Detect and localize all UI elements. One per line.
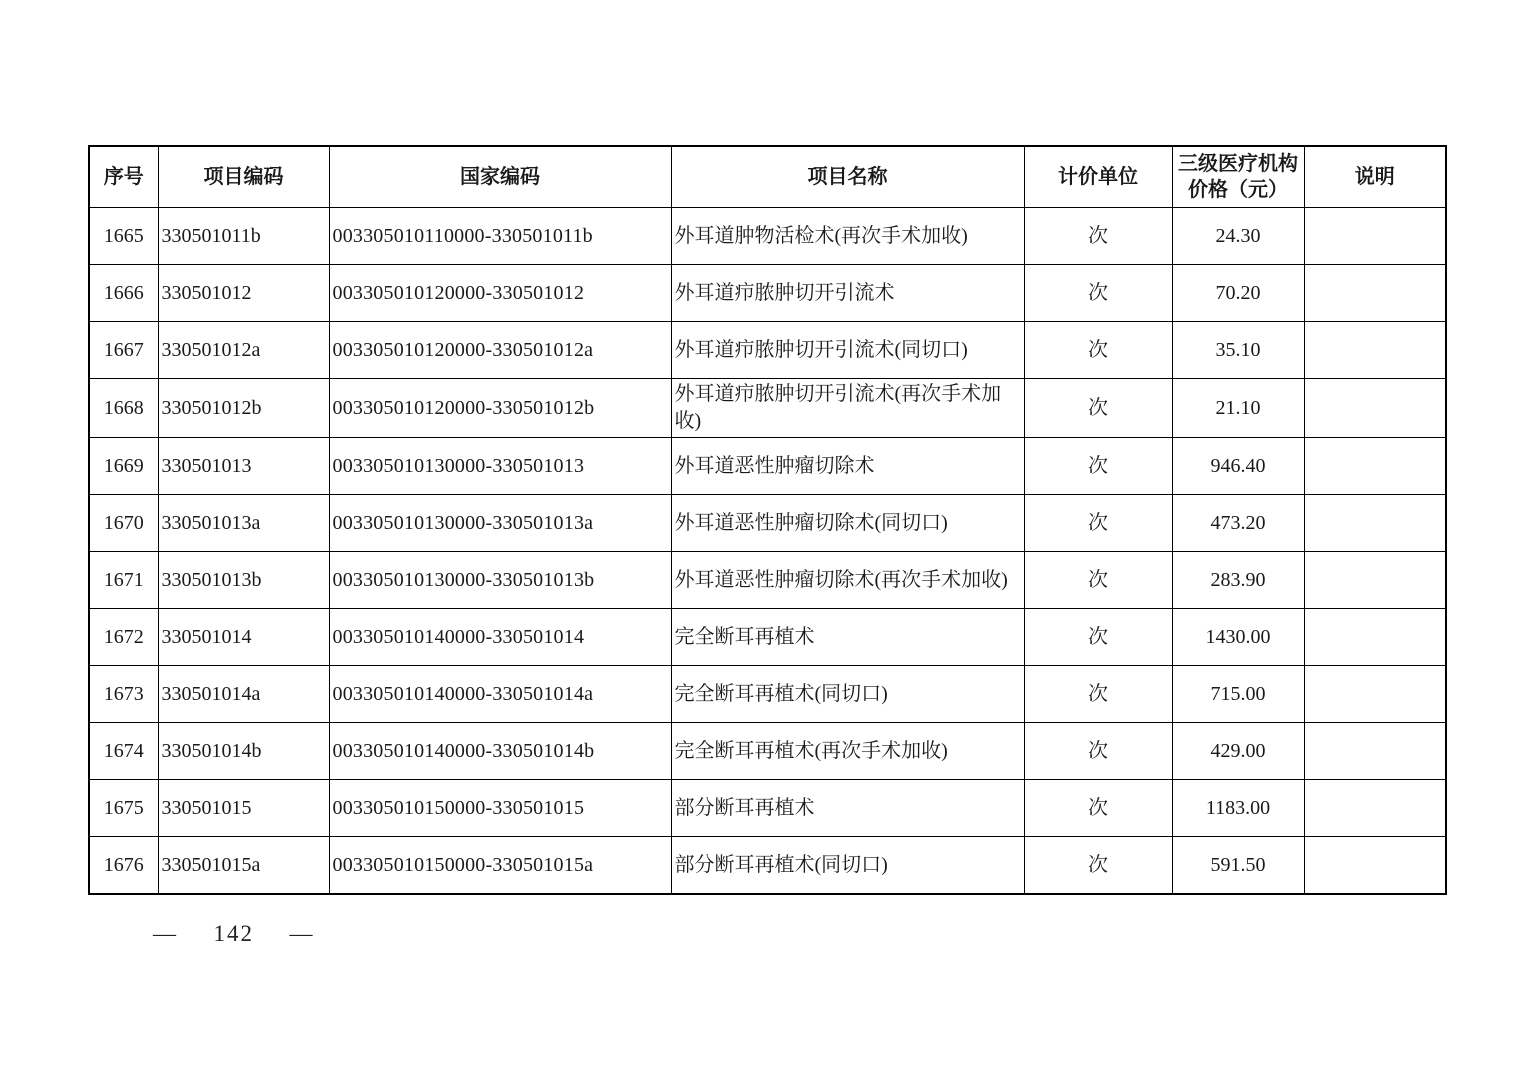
cell-price: 70.20: [1172, 265, 1304, 322]
cell-national-code: 003305010120000-330501012a: [329, 322, 671, 379]
cell-national-code: 003305010130000-330501013b: [329, 552, 671, 609]
cell-price: 21.10: [1172, 379, 1304, 438]
cell-project-code: 330501015: [158, 780, 329, 837]
cell-unit: 次: [1024, 723, 1172, 780]
cell-price: 1430.00: [1172, 609, 1304, 666]
cell-seq: 1667: [89, 322, 158, 379]
cell-project-name: 外耳道恶性肿瘤切除术(再次手术加收): [671, 552, 1024, 609]
cell-unit: 次: [1024, 438, 1172, 495]
column-header-national-code: 国家编码: [329, 146, 671, 208]
table-row: [89, 780, 1446, 837]
cell-seq: 1675: [89, 780, 158, 837]
cell-unit: 次: [1024, 780, 1172, 837]
cell-note: [1304, 265, 1446, 322]
table-row: [89, 609, 1446, 666]
cell-seq: 1676: [89, 837, 158, 895]
cell-unit: 次: [1024, 495, 1172, 552]
page-number: — 142 —: [153, 921, 315, 946]
cell-price: 1183.00: [1172, 780, 1304, 837]
cell-project-code: 330501015a: [158, 837, 329, 895]
table-body: [89, 208, 1446, 895]
cell-price: 946.40: [1172, 438, 1304, 495]
cell-project-code: 330501013b: [158, 552, 329, 609]
table-row: [89, 495, 1446, 552]
column-header-unit: 计价单位: [1024, 146, 1172, 208]
cell-note: [1304, 322, 1446, 379]
cell-national-code: 003305010120000-330501012: [329, 265, 671, 322]
cell-note: [1304, 609, 1446, 666]
cell-seq: 1672: [89, 609, 158, 666]
cell-project-name: 完全断耳再植术: [671, 609, 1024, 666]
cell-project-name: 外耳道肿物活检术(再次手术加收): [671, 208, 1024, 265]
cell-seq: 1671: [89, 552, 158, 609]
cell-national-code: 003305010150000-330501015a: [329, 837, 671, 895]
table-row: [89, 666, 1446, 723]
cell-unit: 次: [1024, 265, 1172, 322]
cell-project-code: 330501014: [158, 609, 329, 666]
cell-seq: 1673: [89, 666, 158, 723]
cell-national-code: 003305010150000-330501015: [329, 780, 671, 837]
table-row: [89, 837, 1446, 895]
cell-note: [1304, 780, 1446, 837]
cell-unit: 次: [1024, 552, 1172, 609]
table-row: [89, 322, 1446, 379]
cell-project-name: 完全断耳再植术(再次手术加收): [671, 723, 1024, 780]
cell-price: 473.20: [1172, 495, 1304, 552]
cell-unit: 次: [1024, 322, 1172, 379]
cell-national-code: 003305010110000-330501011b: [329, 208, 671, 265]
cell-project-code: 330501013a: [158, 495, 329, 552]
cell-seq: 1669: [89, 438, 158, 495]
cell-note: [1304, 723, 1446, 780]
cell-seq: 1674: [89, 723, 158, 780]
cell-project-name: 外耳道恶性肿瘤切除术(同切口): [671, 495, 1024, 552]
cell-project-name: 部分断耳再植术: [671, 780, 1024, 837]
column-header-project-code: 项目编码: [158, 146, 329, 208]
cell-project-code: 330501013: [158, 438, 329, 495]
cell-price: 429.00: [1172, 723, 1304, 780]
cell-project-code: 330501014b: [158, 723, 329, 780]
cell-national-code: 003305010120000-330501012b: [329, 379, 671, 438]
table-row: [89, 208, 1446, 265]
cell-project-code: 330501012: [158, 265, 329, 322]
header-row: [89, 146, 1446, 208]
cell-project-name: 外耳道恶性肿瘤切除术: [671, 438, 1024, 495]
cell-project-name: 外耳道疖脓肿切开引流术(再次手术加收): [671, 379, 1024, 438]
cell-unit: 次: [1024, 666, 1172, 723]
cell-price: 283.90: [1172, 552, 1304, 609]
table-row: [89, 552, 1446, 609]
table-row: [89, 379, 1446, 438]
cell-national-code: 003305010140000-330501014: [329, 609, 671, 666]
table-row: [89, 265, 1446, 322]
cell-project-code: 330501011b: [158, 208, 329, 265]
cell-price: 715.00: [1172, 666, 1304, 723]
cell-project-code: 330501012b: [158, 379, 329, 438]
cell-price: 24.30: [1172, 208, 1304, 265]
cell-note: [1304, 552, 1446, 609]
cell-note: [1304, 666, 1446, 723]
cell-project-name: 外耳道疖脓肿切开引流术(同切口): [671, 322, 1024, 379]
cell-seq: 1668: [89, 379, 158, 438]
cell-project-name: 外耳道疖脓肿切开引流术: [671, 265, 1024, 322]
cell-note: [1304, 379, 1446, 438]
cell-price: 591.50: [1172, 837, 1304, 895]
cell-note: [1304, 208, 1446, 265]
column-header-price: 三级医疗机构价格（元）: [1172, 146, 1304, 208]
table-row: [89, 438, 1446, 495]
cell-unit: 次: [1024, 379, 1172, 438]
cell-national-code: 003305010130000-330501013a: [329, 495, 671, 552]
cell-unit: 次: [1024, 609, 1172, 666]
cell-project-name: 完全断耳再植术(同切口): [671, 666, 1024, 723]
cell-unit: 次: [1024, 208, 1172, 265]
cell-project-code: 330501014a: [158, 666, 329, 723]
cell-unit: 次: [1024, 837, 1172, 895]
cell-seq: 1665: [89, 208, 158, 265]
column-header-seq: 序号: [89, 146, 158, 208]
cell-note: [1304, 495, 1446, 552]
cell-seq: 1670: [89, 495, 158, 552]
column-header-note: 说明: [1304, 146, 1446, 208]
cell-project-name: 部分断耳再植术(同切口): [671, 837, 1024, 895]
cell-national-code: 003305010140000-330501014b: [329, 723, 671, 780]
column-header-project-name: 项目名称: [671, 146, 1024, 208]
table-header: [89, 146, 1446, 208]
cell-note: [1304, 837, 1446, 895]
cell-national-code: 003305010130000-330501013: [329, 438, 671, 495]
medical-price-table: [88, 145, 1447, 895]
table-row: [89, 723, 1446, 780]
cell-price: 35.10: [1172, 322, 1304, 379]
cell-note: [1304, 438, 1446, 495]
cell-project-code: 330501012a: [158, 322, 329, 379]
cell-national-code: 003305010140000-330501014a: [329, 666, 671, 723]
cell-seq: 1666: [89, 265, 158, 322]
